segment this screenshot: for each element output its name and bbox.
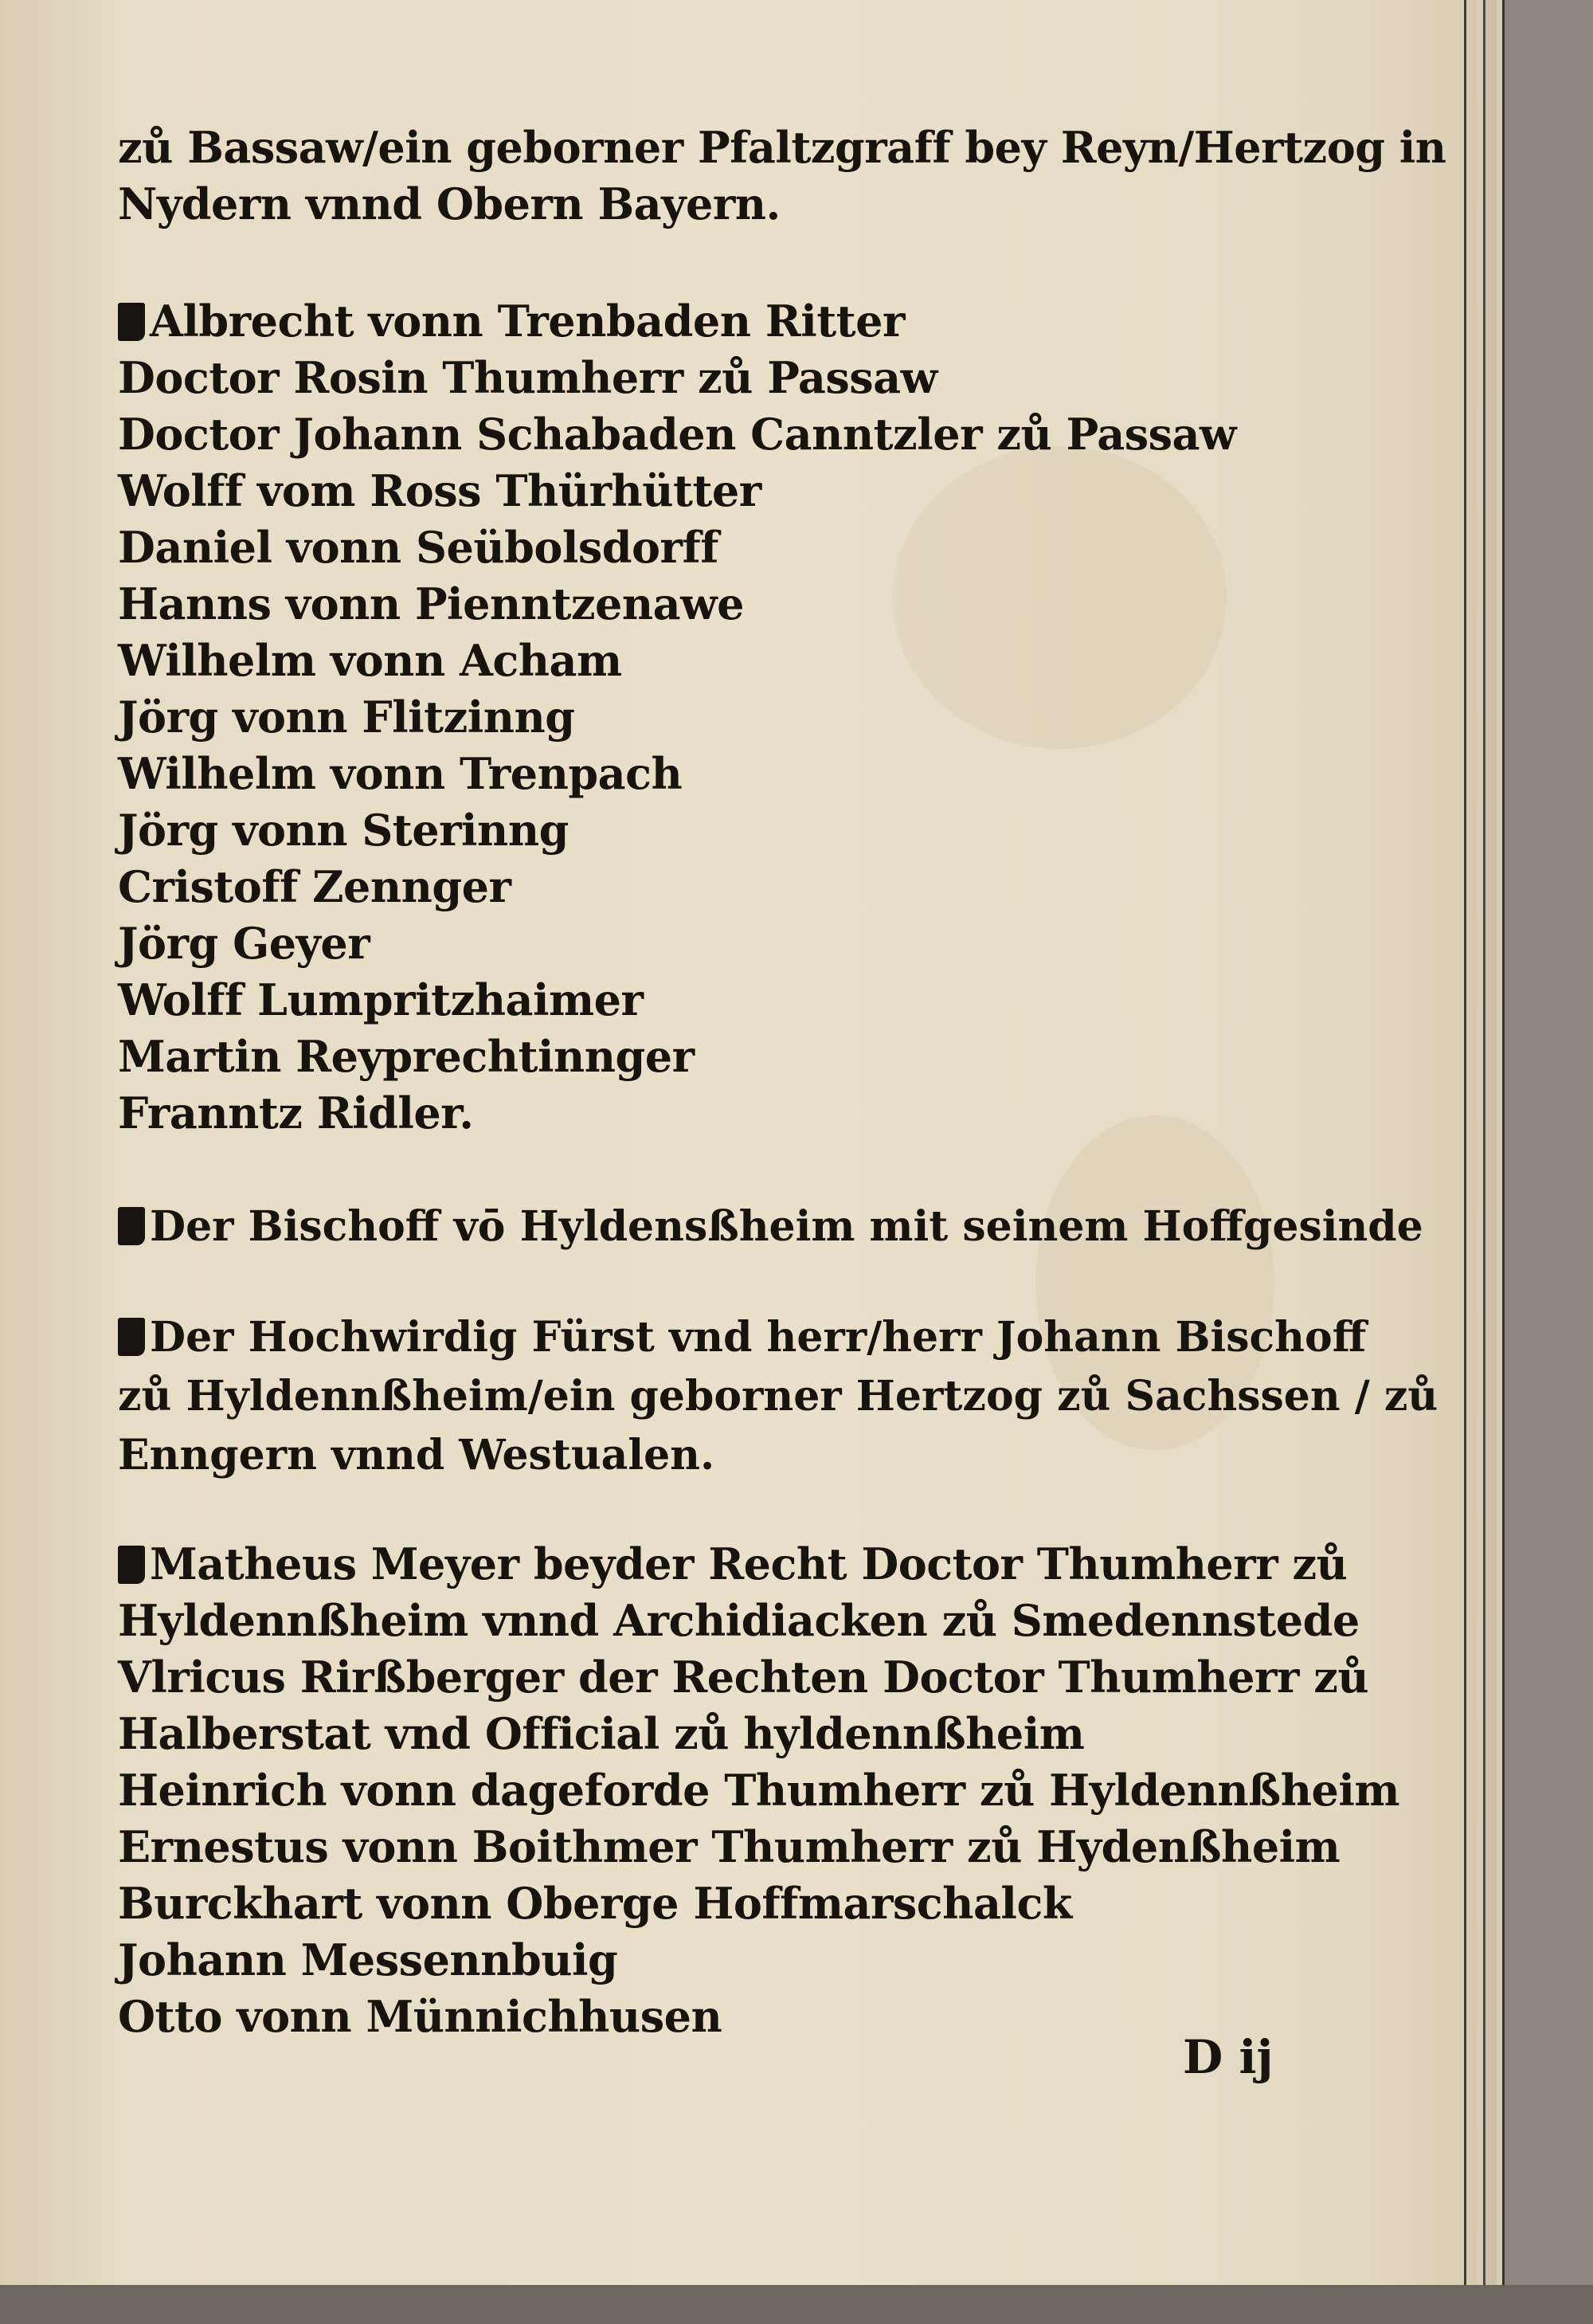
- scan-background: [0, 2285, 1593, 2324]
- signature-mark: D ij: [1183, 2030, 1274, 2084]
- list-item: Ernestus vonn Boithmer Thumherr zů Hydenßheim: [118, 1821, 1341, 1872]
- list-item: Cristoff Zennger: [118, 861, 511, 912]
- list-item: Burckhart vonn Oberge Hoffmarschalck: [118, 1878, 1072, 1929]
- text-line: Nydern vnnd Obern Bayern.: [118, 178, 781, 229]
- section-heading: [118, 1197, 1423, 1256]
- list-item: Hanns vonn Pienntzenawe: [118, 578, 745, 629]
- heading-text: Der Bischoff vō Hyldensßheim mit seinem Hoffgesinde: [150, 1202, 1423, 1251]
- list-item: Doctor Rosin Thumherr zů Passaw: [118, 352, 937, 403]
- page-edge: [1464, 0, 1478, 2324]
- list-item: Halberstat vnd Official zů hyldennßheim: [118, 1708, 1085, 1759]
- list-item: Martin Reyprechtinnger: [118, 1031, 695, 1082]
- list-item: Wolff Lumpritzhaimer: [118, 974, 644, 1025]
- list-item: Heinrich vonn dageforde Thumherr zů Hyldennßheim: [118, 1765, 1399, 1816]
- pilcrow-icon: [118, 1207, 145, 1245]
- list-item: Hyldennßheim vnnd Archidiacken zů Smedennstede: [118, 1595, 1360, 1646]
- pilcrow-icon: [118, 1318, 145, 1356]
- pilcrow-icon: [118, 1546, 145, 1584]
- hildesheim-retinue-list: [118, 1536, 1399, 2045]
- list-item: Vlricus Rirßberger der Rechten Doctor Thumherr zů: [118, 1652, 1369, 1703]
- text-line: Der Hochwirdig Fürst vnd herr/herr Johann Bischoff: [150, 1313, 1367, 1362]
- page-edge: [1502, 0, 1593, 2324]
- list-item: Wilhelm vonn Trenpach: [118, 748, 683, 799]
- list-item: [118, 1536, 1399, 1593]
- intro-block: [118, 120, 1446, 233]
- text-line: zů Bassaw/ein geborner Pfaltzgraff bey Reyn/Hertzog in: [118, 122, 1446, 173]
- list-item: Jörg Geyer: [118, 918, 370, 969]
- list-item: Wilhelm vonn Acham: [118, 635, 622, 686]
- bishop-paragraph: [118, 1308, 1438, 1485]
- list-item: Otto vonn Münnichhusen: [118, 1991, 722, 2042]
- text-line: zů Hyldennßheim/ein geborner Hertzog zů Sachssen / zů: [118, 1372, 1438, 1421]
- list-item: Doctor Johann Schabaden Canntzler zů Passaw: [118, 409, 1236, 460]
- text-line: Enngern vnnd Westualen.: [118, 1431, 715, 1479]
- page-edge: [1483, 0, 1497, 2324]
- list-item-text: Matheus Meyer beyder Recht Doctor Thumherr zů: [150, 1538, 1348, 1589]
- list-item: Jörg vonn Flitzinng: [118, 692, 575, 743]
- list-item-text: Albrecht vonn Trenbaden Ritter: [150, 296, 905, 347]
- list-item: Franntz Ridler.: [118, 1088, 474, 1138]
- list-item: Jörg vonn Sterinng: [118, 805, 569, 856]
- passau-retinue-list: [118, 293, 1236, 1142]
- list-item: Johann Messennbuig: [118, 1934, 618, 1985]
- list-item: Wolff vom Ross Thürhütter: [118, 465, 761, 516]
- list-item: Daniel vonn Seübolsdorff: [118, 522, 718, 573]
- pilcrow-icon: [118, 303, 145, 341]
- list-item: [118, 293, 1236, 350]
